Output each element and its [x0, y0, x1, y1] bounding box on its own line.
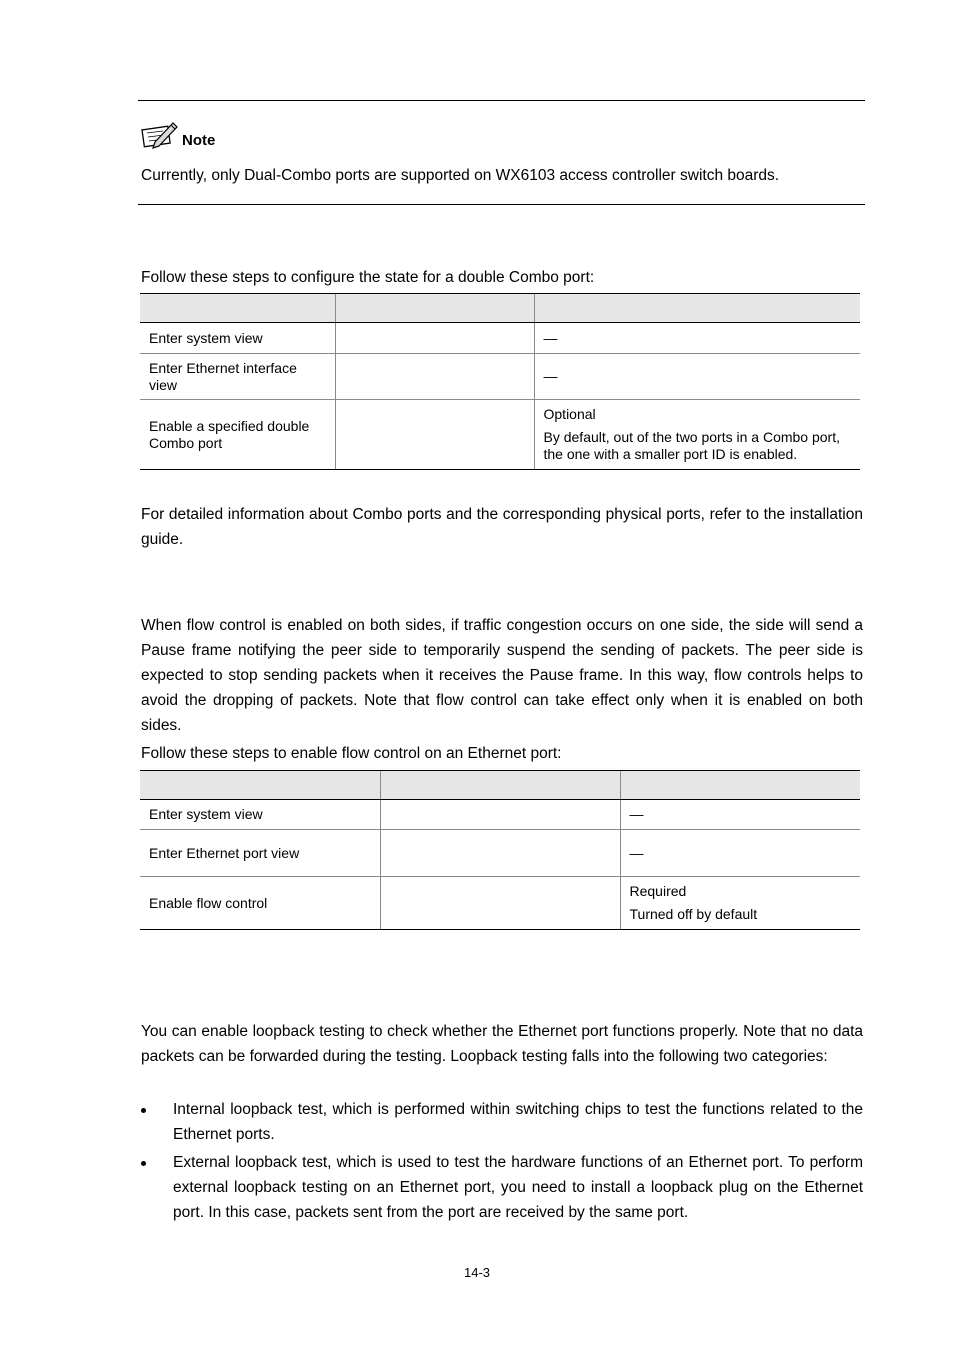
- step-cell: Enable flow control: [140, 877, 380, 930]
- remarks-cell: —: [620, 800, 860, 830]
- list-item: Internal loopback test, which is performed within switching chips to test the functions related to the Ethernet ports.: [141, 1097, 863, 1147]
- step-cell: Enter system view: [140, 800, 380, 830]
- flow-control-paragraph: When flow control is enabled on both sides, if traffic congestion occurs on one side, the side will send a Pause frame notifying the peer side to temporarily suspend the sending of packets. The peer side is expected to stop sending packets when it receives the Pause frame. In this way, flow controls helps to avoid the dropping of packets. Note that flow control can take effect only when it is enabled on both sides.: [141, 617, 863, 734]
- note-pencil-icon: [141, 120, 179, 150]
- combo-steps-table: [140, 293, 860, 470]
- command-cell: [380, 877, 620, 930]
- remarks-cell: Optional By default, out of the two ports in a Combo port, the one with a smaller port ID is enabled.: [534, 400, 860, 470]
- table-header-row: [140, 294, 860, 323]
- note-top-rule: [138, 100, 865, 101]
- combo-reference-text: For detailed information about Combo ports and the corresponding physical ports, refer to the installation guide.: [141, 506, 863, 548]
- bullet-icon: [141, 1161, 146, 1166]
- command-cell: [335, 400, 534, 470]
- note-title: Note: [182, 132, 216, 149]
- table-row: [140, 354, 860, 400]
- remarks-cell: Required Turned off by default: [620, 877, 860, 930]
- remarks-cell: —: [620, 830, 860, 877]
- step-cell: Enter Ethernet interface view: [140, 354, 335, 400]
- page-number: 14-3: [463, 1265, 491, 1280]
- step-cell: Enable a specified double Combo port: [140, 400, 335, 470]
- table-row: [140, 877, 860, 930]
- table-row: [140, 830, 860, 877]
- remarks-cell: —: [534, 323, 860, 354]
- remarks-cell: —: [534, 354, 860, 400]
- command-cell: [335, 323, 534, 354]
- table-row: [140, 323, 860, 354]
- command-cell: [380, 830, 620, 877]
- table-header-row: [140, 771, 860, 800]
- table-row: [140, 400, 860, 470]
- flow-steps-intro: Follow these steps to enable flow control on an Ethernet port:: [141, 745, 562, 762]
- command-cell: [335, 354, 534, 400]
- command-cell: [380, 800, 620, 830]
- list-item: External loopback test, which is used to test the hardware functions of an Ethernet port. To perform external loopback testing on an Ethernet port, you need to install a loopback plug on the Ethernet port. In this case, packets sent from the port are received by the same port.: [141, 1150, 863, 1225]
- note-bottom-rule: [138, 204, 865, 205]
- combo-steps-intro: Follow these steps to configure the state for a double Combo port:: [141, 269, 595, 286]
- note-text: Currently, only Dual-Combo ports are supported on WX6103 access controller switch boards.: [141, 167, 780, 184]
- table-row: [140, 800, 860, 830]
- loopback-categories-list: [141, 1097, 863, 1228]
- loopback-paragraph: You can enable loopback testing to check whether the Ethernet port functions properly. Note that no data packets can be forwarded during the testing. Loopback testing falls into the following two categories:: [141, 1023, 863, 1065]
- bullet-icon: [141, 1108, 146, 1113]
- flow-steps-table: [140, 770, 860, 930]
- step-cell: Enter system view: [140, 323, 335, 354]
- step-cell: Enter Ethernet port view: [140, 830, 380, 877]
